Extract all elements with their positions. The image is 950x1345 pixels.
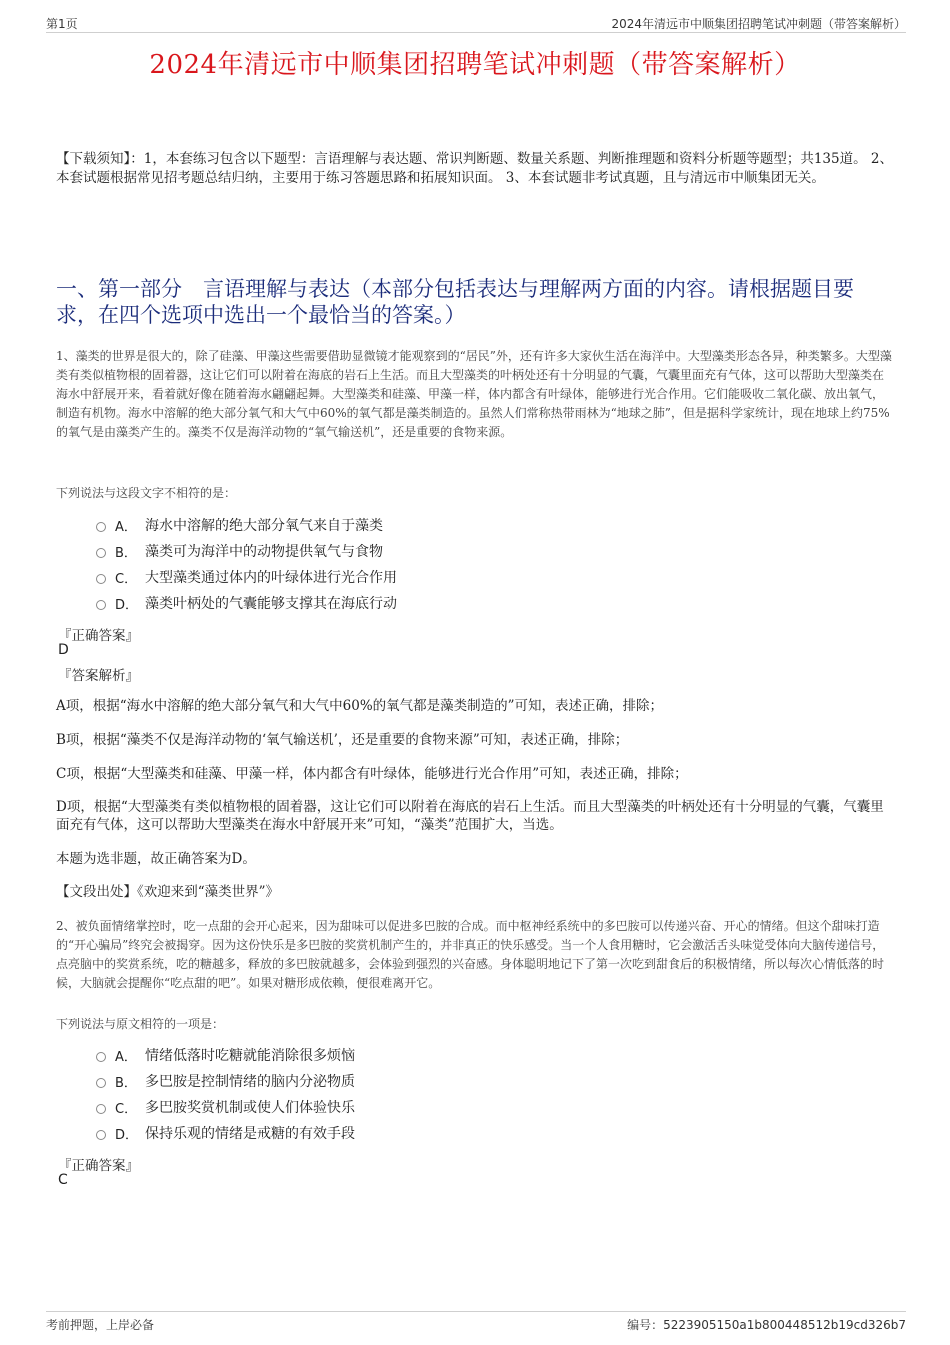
q2-option-b[interactable]: B． 多巴胺是控制情绪的脑内分泌物质: [96, 1068, 355, 1094]
header-doc-title: 2024年清远市中顺集团招聘笔试冲刺题（带答案解析）: [611, 17, 906, 31]
document-title: 2024年清远市中顺集团招聘笔试冲刺题（带答案解析）: [149, 50, 801, 80]
q1-conclusion: 本题为选非题，故正确答案为D。: [56, 851, 256, 867]
q1-option-a[interactable]: A． 海水中溶解的绝大部分氧气来自于藻类: [96, 512, 397, 538]
q1-source: 【文段出处】《欢迎来到“藻类世界”》: [56, 884, 280, 900]
footer-serial: 编号：5223905150a1b800448512b19cd326b7: [627, 1318, 906, 1332]
radio-icon[interactable]: [96, 1104, 106, 1114]
radio-icon[interactable]: [96, 1130, 106, 1140]
question-2-stem: 2、被负面情绪掌控时，吃一点甜的会开心起来，因为甜味可以促进多巴胺的合成。而中枢神经系统中的多巴胺可以传递兴奋、开心的情绪。但这个甜味打造的“开心骗局”终究会被揭穿。因为这份快乐是多巴胺的奖赏机制产生的，并非真正的快乐感受。当一个人食用糖时，它会激活舌头味觉受体向大脑传递信号，点亮脑中的奖赏系统，吃的糖越多，释放的多巴胺就越多，会体验到强烈的兴奋感。身体聪明地记下了第一次吃到甜食后的积极情绪，所以每次心情低落的时候，大脑就会提醒你“吃点甜的吧”。如果对糖形成依赖，便很难离开它。: [56, 919, 885, 990]
question-1-stem: 1、藻类的世界是很大的，除了硅藻、甲藻这些需要借助显微镜才能观察到的“居民”外，还有许多大家伙生活在海洋中。大型藻类形态各异，种类繁多。大型藻类有类似植物根的固着器，这让它们可以附着在海底的岩石上生活。而且大型藻类的叶柄处还有十分明显的气囊，气囊里面充有气体，这可以帮助大型藻类在海水中舒展开来，看着就好像在随着海水翩翩起舞。大型藻类和硅藻、甲藻一样，体内都含有叶绿体，能够进行光合作用。它们能吸收二氧化碳、放出氧气，制造有机物。海水中溶解的绝大部分氧气和大气中60%的氧气都是藻类制造的。虽然人们常称热带雨林为“地球之肺”，但是据科学家统计，现在地球上约75%的氧气是由藻类产生的。藻类不仅是海洋动物的“氧气输送机”，还是重要的食物来源。: [56, 349, 892, 439]
q2-option-a[interactable]: A． 情绪低落时吃糖就能消除很多烦恼: [96, 1042, 355, 1068]
section-title: 一、第一部分 言语理解与表达（本部分包括表达与理解两方面的内容。请根据题目要求，在四个选项中选出一个最恰当的答案。）: [56, 277, 854, 327]
question-2-options: [96, 1042, 355, 1146]
q1-analysis-d: D项，根据“大型藻类有类似植物根的固着器，这让它们可以附着在海底的岩石上生活。而且大型藻类的叶柄处还有十分明显的气囊，气囊里面充有气体，这可以帮助大型藻类在海水中舒展开来”可知，“藻类”范围扩大，当选。: [56, 799, 884, 833]
footer-slogan: 考前押题，上岸必备: [46, 1318, 155, 1332]
radio-icon[interactable]: [96, 548, 106, 558]
download-notice: 【下载须知】：1，本套练习包含以下题型：言语理解与表达题、常识判断题、数量关系题、判断推理题和资料分析题等题型；共135道。 2、本套试题根据常见招考题总结归纳，主要用于练习答题思路和拓展知识面。 3、本套试题非考试真题，且与清远市中顺集团无关。: [56, 151, 893, 186]
radio-icon[interactable]: [96, 600, 106, 610]
radio-icon[interactable]: [96, 1078, 106, 1088]
q1-option-c[interactable]: C． 大型藻类通过体内的叶绿体进行光合作用: [96, 564, 397, 590]
q1-analysis-c: C项，根据“大型藻类和硅藻、甲藻一样，体内都含有叶绿体，能够进行光合作用”可知，表述正确，排除；: [56, 766, 688, 782]
q2-answer: C: [58, 1172, 68, 1188]
q2-answer-label: 『正确答案』: [58, 1158, 139, 1174]
radio-icon[interactable]: [96, 522, 106, 532]
q1-option-b[interactable]: B． 藻类可为海洋中的动物提供氧气与食物: [96, 538, 397, 564]
q1-analysis-b: B项，根据“藻类不仅是海洋动物的‘氧气输送机’，还是重要的食物来源”可知，表述正确，排除；: [56, 732, 629, 748]
question-1-options: [96, 512, 397, 616]
radio-icon[interactable]: [96, 1052, 106, 1062]
radio-icon[interactable]: [96, 574, 106, 584]
q1-answer-label: 『正确答案』: [58, 628, 139, 644]
q1-analysis-label: 『答案解析』: [58, 668, 139, 684]
question-2-prompt: 下列说法与原文相符的一项是：: [56, 1017, 225, 1031]
question-1-prompt: 下列说法与这段文字不相符的是：: [56, 486, 237, 500]
q2-option-c[interactable]: C． 多巴胺奖赏机制或使人们体验快乐: [96, 1094, 355, 1120]
q1-option-d[interactable]: D． 藻类叶柄处的气囊能够支撑其在海底行动: [96, 590, 397, 616]
q2-option-d[interactable]: D． 保持乐观的情绪是戒糖的有效手段: [96, 1120, 355, 1146]
page-header: [46, 12, 906, 33]
page-footer: [46, 1311, 906, 1334]
q1-analysis-a: A项，根据“海水中溶解的绝大部分氧气和大气中60%的氧气都是藻类制造的”可知，表述正确，排除；: [56, 698, 664, 714]
q1-answer: D: [58, 642, 69, 658]
page-number: 第1页: [46, 17, 78, 31]
